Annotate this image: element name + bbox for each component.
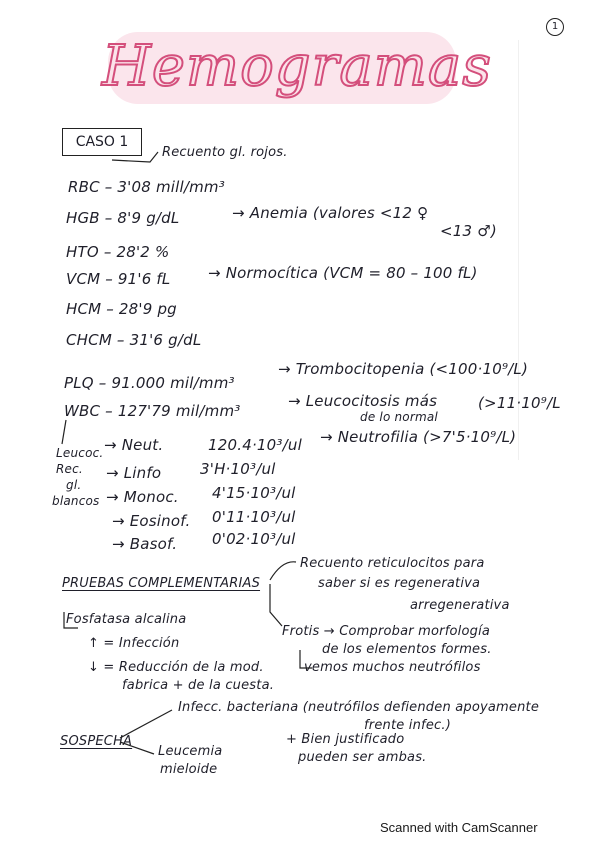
wbc-note-3: (>11·10⁹/L	[478, 394, 561, 412]
monoc-value: 4'15·10³/ul	[212, 484, 296, 502]
recuento-note: Recuento gl. rojos.	[162, 145, 288, 160]
hto-row: HTO – 28'2 %	[66, 243, 170, 261]
hgb-note-2: <13 ♂)	[440, 222, 497, 240]
linfo-name: → Linfo	[106, 464, 162, 482]
hgb-note: → Anemia (valores <12 ♀	[232, 204, 429, 222]
rbc-row: RBC – 3'08 mill/mm³	[68, 178, 225, 196]
fosfatasa-label: Fosfatasa alcalina	[66, 612, 187, 627]
plq-row: PLQ – 91.000 mil/mm³	[64, 374, 235, 392]
chcm-row: CHCM – 31'6 g/dL	[66, 331, 202, 349]
hgb-row: HGB – 8'9 g/dL	[66, 209, 180, 227]
basof-value: 0'02·10³/ul	[212, 530, 296, 548]
fosfatasa-down-2: fabrica + de la cuesta.	[122, 678, 275, 693]
infec-line2: frente infec.)	[364, 718, 451, 733]
linfo-value: 3'H·10³/ul	[200, 460, 276, 478]
wbc-row: WBC – 127'79 mil/mm³	[64, 402, 241, 420]
scanner-footer: Scanned with CamScanner	[380, 820, 538, 835]
leucemia-line2: mieloide	[160, 762, 218, 777]
recuento-line2: saber si es regenerativa	[318, 576, 481, 591]
basof-name: → Basof.	[112, 535, 178, 553]
page-number: 1	[546, 18, 564, 36]
gl-label: gl.	[66, 478, 82, 492]
frotis-line2: de los elementos formes.	[322, 642, 492, 657]
frotis-line1: Frotis → Comprobar morfología	[282, 624, 491, 639]
page-title: Hemogramas	[102, 34, 493, 99]
vcm-note: → Normocítica (VCM = 80 – 100 fL)	[208, 264, 478, 282]
neut-note: → Neutrofilia (>7'5·10⁹/L)	[320, 428, 517, 446]
fosfatasa-up: ↑ = Infección	[88, 636, 180, 651]
leucemia-line1: Leucemia	[158, 744, 223, 759]
recuento-line1: Recuento reticulocitos para	[300, 556, 485, 571]
neut-name: → Neut.	[104, 436, 164, 454]
pruebas-heading: PRUEBAS COMPLEMENTARIAS	[62, 576, 261, 591]
fosfatasa-down: ↓ = Reducción de la mod.	[88, 660, 264, 675]
leuco-label: Leucoc.	[56, 446, 104, 460]
bien-line2: pueden ser ambas.	[298, 750, 427, 765]
neut-value: 120.4·10³/ul	[208, 436, 302, 454]
vcm-row: VCM – 91'6 fL	[66, 270, 171, 288]
wbc-note-2: de lo normal	[360, 410, 438, 424]
bien-line1: + Bien justificado	[286, 732, 405, 747]
case-label: CASO 1	[62, 128, 142, 156]
frotis-line3: vemos muchos neutrófilos	[304, 660, 481, 675]
monoc-name: → Monoc.	[106, 488, 179, 506]
eosinof-value: 0'11·10³/ul	[212, 508, 296, 526]
hcm-row: HCM – 28'9 pg	[66, 300, 177, 318]
recuento-line3: arregenerativa	[410, 598, 510, 613]
eosinof-name: → Eosinof.	[112, 512, 191, 530]
wbc-note: → Leucocitosis más	[288, 392, 438, 410]
sospecha-label: SOSPECHA	[60, 734, 133, 749]
blancos-label: blancos	[52, 494, 100, 508]
rec-label: Rec.	[56, 462, 83, 476]
infec-line1: Infecc. bacteriana (neutrófilos defienden apoyamente	[178, 700, 540, 715]
plq-note: → Trombocitopenia (<100·10⁹/L)	[278, 360, 529, 378]
